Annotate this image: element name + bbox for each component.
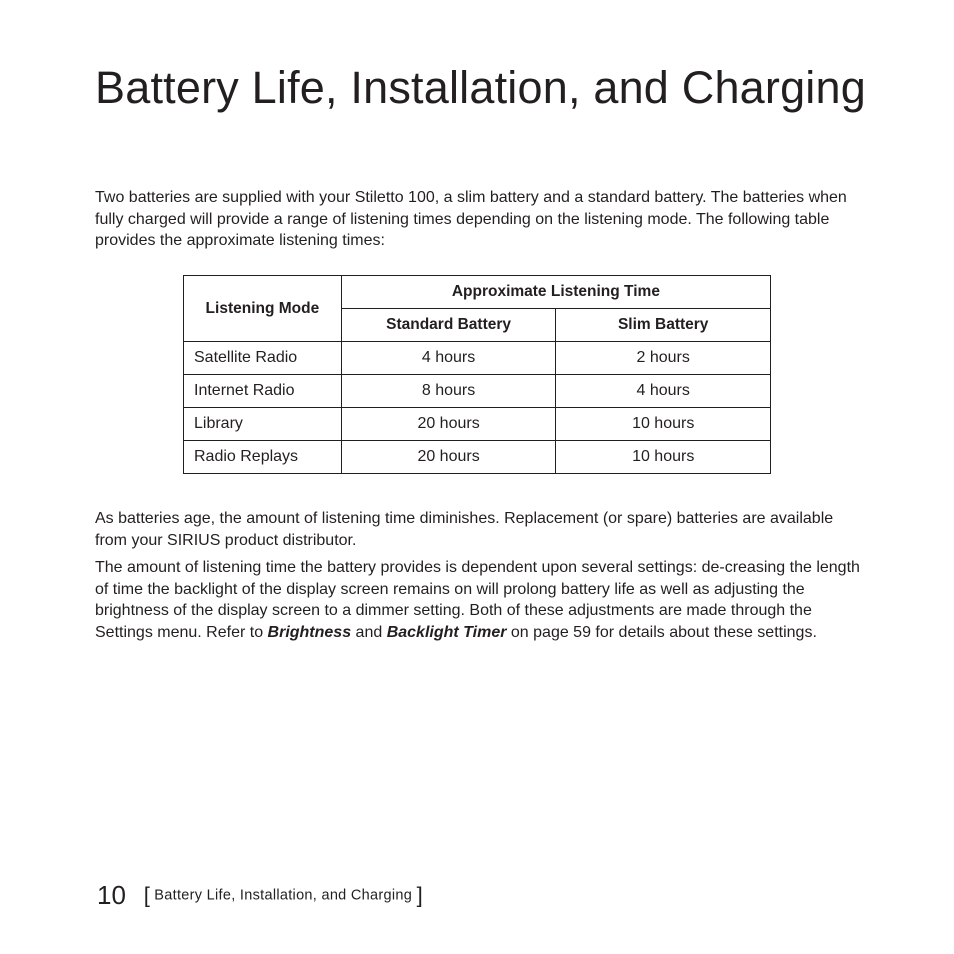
mode-cell: Satellite Radio	[184, 342, 342, 375]
slim-cell: 10 hours	[556, 408, 771, 441]
table-row	[184, 441, 771, 474]
mode-cell: Internet Radio	[184, 375, 342, 408]
header-standard-battery: Standard Battery	[341, 309, 556, 342]
mode-cell: Library	[184, 408, 342, 441]
page-footer	[97, 880, 423, 911]
table-row	[184, 408, 771, 441]
slim-cell: 2 hours	[556, 342, 771, 375]
standard-cell: 20 hours	[341, 408, 556, 441]
settings-text-before: The amount of listening time the battery provides is dependent upon several settings: de-creasing the length of time the backlight of the display screen remains on will prolong battery life as well as adjusting the brightness of the display screen to a dimmer setting. Both of these adjustments are made through the Settings menu. Refer to	[95, 559, 860, 641]
footer-open-bracket: [	[143, 882, 150, 908]
settings-text-and: and	[351, 623, 387, 641]
header-slim-battery: Slim Battery	[556, 309, 771, 342]
slim-cell: 10 hours	[556, 441, 771, 474]
intro-paragraph: Two batteries are supplied with your Stiletto 100, a slim battery and a standard battery. The batteries when fully charged will provide a range of listening times depending on the listening mode. The following table provides the approximate listening times:	[95, 189, 847, 250]
backlight-timer-reference: Backlight Timer	[386, 623, 507, 641]
footer-close-bracket: ]	[416, 882, 423, 908]
slim-cell: 4 hours	[556, 375, 771, 408]
battery-aging-paragraph: As batteries age, the amount of listening time diminishes. Replacement (or spare) batteries are available from your SIRIUS product distributor.	[95, 510, 834, 549]
header-listening-mode: Listening Mode	[184, 276, 342, 342]
settings-paragraph	[95, 557, 865, 643]
table-row	[184, 375, 771, 408]
footer-section-title: Battery Life, Installation, and Charging	[154, 887, 413, 904]
standard-cell: 20 hours	[341, 441, 556, 474]
table-row	[184, 342, 771, 375]
standard-cell: 4 hours	[341, 342, 556, 375]
listening-time-table	[183, 275, 771, 474]
brightness-reference: Brightness	[267, 623, 352, 641]
table-header-row	[184, 276, 771, 309]
mode-cell: Radio Replays	[184, 441, 342, 474]
settings-text-after: on page 59 for details about these settings.	[506, 623, 817, 641]
standard-cell: 8 hours	[341, 375, 556, 408]
header-approximate-listening-time: Approximate Listening Time	[341, 276, 770, 309]
page-number: 10	[97, 880, 126, 910]
page-title: Battery Life, Installation, and Charging	[95, 62, 866, 113]
